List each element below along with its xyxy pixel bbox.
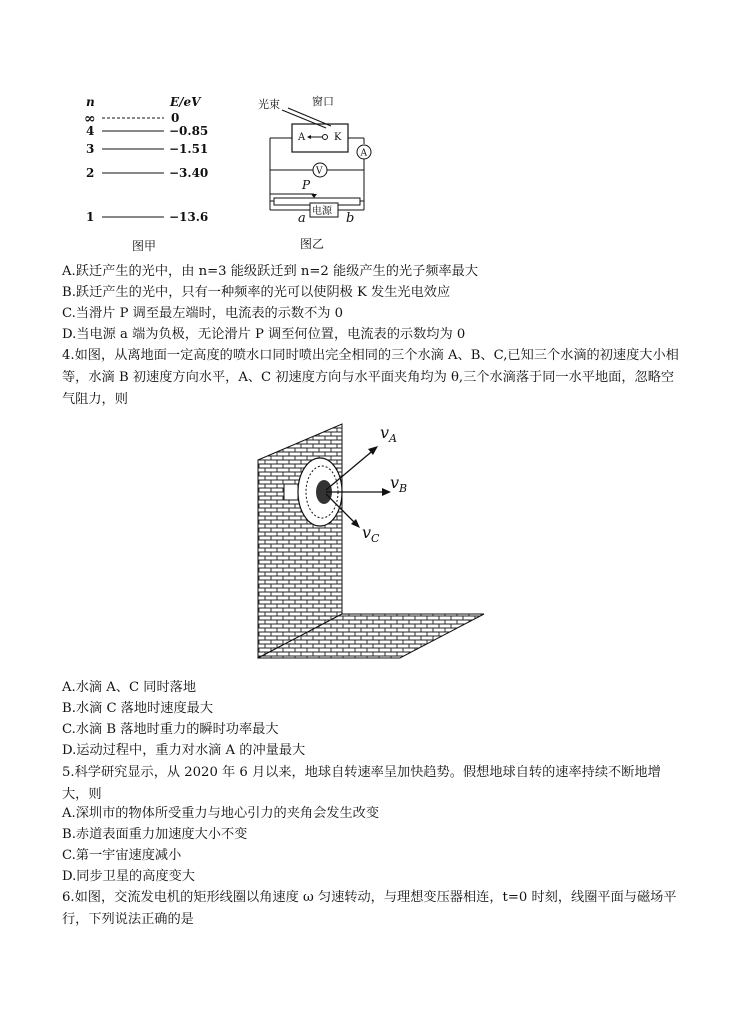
velocity-c-label: $v_C$ <box>362 523 380 545</box>
anode-label: A <box>298 132 306 143</box>
q4-option-d: D.运动过程中，重力对水滴 A 的冲量最大 <box>62 743 306 758</box>
level-n-3: 3 <box>86 142 95 156</box>
cathode-label: K <box>334 132 342 143</box>
level-n-1: 1 <box>86 210 95 224</box>
field-arrow-head <box>307 135 311 139</box>
level-e-inf: 0 <box>171 111 180 125</box>
level-e-2: −3.40 <box>169 166 209 180</box>
level-n-4: 4 <box>86 124 95 138</box>
q5-option-c: C.第一宇宙速度减小 <box>62 848 182 863</box>
nozzle-stem <box>284 484 298 500</box>
level-e-4: −0.85 <box>169 124 209 138</box>
level-e-1: −13.6 <box>169 210 209 224</box>
velocity-b-label: $v_B$ <box>390 473 408 495</box>
window-label: 窗口 <box>312 95 334 108</box>
q3-option-d: D.当电源 a 端为负极，无论滑片 P 调至何位置，电流表的示数均为 0 <box>62 327 466 342</box>
light-beam-label: 光束 <box>258 98 280 111</box>
q5-stem: 5.科学研究显示，从 2020 年 6 月以来，地球自转速率呈加快趋势。假想地球自转的速率持续不断地增大，则 <box>62 765 661 802</box>
figure-jia-caption: 图甲 <box>132 239 157 253</box>
q5-option-a: A.深圳市的物体所受重力与地心引力的夹角会发生改变 <box>62 806 380 821</box>
q5-option-b: B.赤道表面重力加速度大小不变 <box>62 827 248 842</box>
figure-yi-caption: 图乙 <box>300 237 325 251</box>
electron <box>323 135 328 140</box>
q6-stem: 6.如图，交流发电机的矩形线圈以角速度 ω 匀速转动，与理想变压器相连，t=0 时刻，线圈平面与磁场平行，下列说法正确的是 <box>62 890 677 927</box>
q4-stem: 4.如图，从离地面一定高度的喷水口同时喷出完全相同的三个水滴 A、B、C,已知三个水滴的初速度大小相等，水滴 B 初速度方向水平，A、C 初速度方向与水平面夹角均为 θ,三个水滴落于同一水平地面，忽略空气阻力，则 <box>62 348 679 407</box>
q4-option-b: B.水滴 C 落地时速度最大 <box>62 701 214 716</box>
terminal-b-label: b <box>346 211 355 226</box>
photoelectric-circuit-diagram <box>252 90 392 256</box>
ammeter-label: A <box>360 148 367 159</box>
terminal-a-label: a <box>298 211 306 226</box>
n-header: n <box>86 95 95 109</box>
q5-option-d: D.同步卫星的高度变大 <box>62 869 195 884</box>
velocity-a-label: $v_A$ <box>380 423 397 445</box>
q3-option-b: B.跃迁产生的光中，只有一种频率的光可以使阴极 K 发生光电效应 <box>62 285 451 300</box>
energy-level-diagram <box>80 92 220 254</box>
light-ray-1 <box>282 110 326 128</box>
voltmeter-label: V <box>316 166 323 177</box>
slider-label: P <box>302 178 311 192</box>
power-source-label: 电源 <box>312 206 332 217</box>
slider-pointer <box>311 194 317 198</box>
level-n-inf: ∞ <box>84 111 96 127</box>
q4-option-a: A.水滴 A、C 同时落地 <box>62 680 197 695</box>
level-e-3: −1.51 <box>169 142 209 156</box>
water-nozzle-diagram <box>250 420 490 665</box>
q4-option-c: C.水滴 B 落地时重力的瞬时功率最大 <box>62 722 279 737</box>
q3-option-c: C.当滑片 P 调至最左端时，电流表的示数不为 0 <box>62 306 344 321</box>
q3-option-a: A.跃迁产生的光中，由 n=3 能级跃迁到 n=2 能级产生的光子频率最大 <box>62 264 479 279</box>
e-header: E/eV <box>170 95 201 109</box>
light-ray-2 <box>288 108 331 126</box>
level-n-2: 2 <box>86 166 95 180</box>
